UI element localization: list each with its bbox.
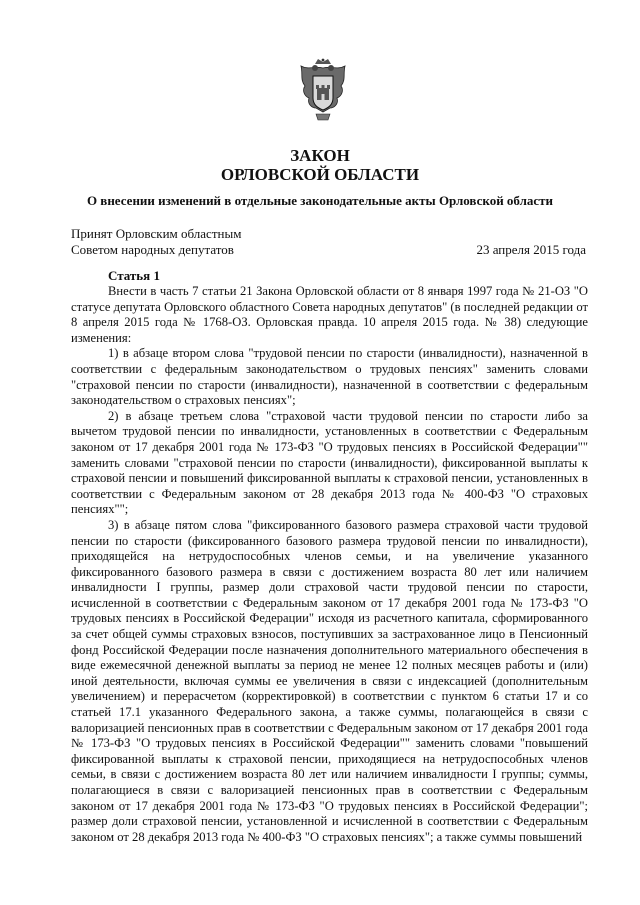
paragraph: 3) в абзаце пятом слова "фиксированного базового размера страховой части трудовой пенсии по старости (фиксированного базового размера трудовой пенсии по инвалидности), приходящейся на нетрудоспособных членов семьи, и на увеличение указанного фиксированного базового размера в связи с достижением возраста 80 лет или наличием инвалидности I группы, размер доли страховой части трудовой пенсии по старости, исчисленной в соответствии с Федеральным законом от 17 декабря 2001 года № 173-ФЗ "О трудовых пенсиях в Российской Федерации" исходя из расчетного капитала, сформированного за счет общей суммы страховых взносов, поступивших за застрахованное лицо в Пенсионный фонд Российской Федерации после назначения дополнительного материального обеспечения в виде ежемесячной денежной выплаты за период не менее 12 полных месяцев работы и (или) иной деятельности, включая суммы ее увеличения в связи с индексацией (дополнительным увеличением) и перерасчетом (корректировкой) в соответствии с пунктом 6 статьи 17 и со статьей 17.1 указанного Федерального закона, а также суммы, полагающейся в связи с валоризацией пенсионных прав в соответствии с Федеральным законом от 17 декабря 2001 года № 173-ФЗ "О трудовых пенсиях в Российской Федерации"" заменить словами "повышений фиксированной выплаты к страховой пенсии, приходящиеся на нетрудоспособных членов семьи, в связи с достижением возраста 80 лет или наличием инвалидности I группы; суммы, полагающиеся в связи с валоризацией пенсионных прав в соответствии с Федеральным законом от 17 декабря 2001 года № 173-ФЗ "О трудовых пенсиях в Российской Федерации"; размер доли страховой пенсии, установленной и исчисленной в соответствии с Федеральным законом от 28 декабря 2013 года № 400-ФЗ "О страховых пенсиях"; а также суммы повышений xyxy=(71,517,588,844)
law-subtitle: О внесении изменений в отдельные законодательные акты Орловской области xyxy=(86,193,554,208)
paragraph: 2) в абзаце третьем слова "страховой части трудовой пенсии по старости либо за вычетом трудовой пенсии по инвалидности, установленных в соответствии с Федеральным законом от 17 декабря 2001 года № 173-ФЗ "О трудовых пенсиях в Российской Федерации"" заменить словами "страховой пенсии по старости (инвалидности), фиксированной выплаты к страховой пенсии и повышений фиксированной выплаты к страховой пенсии, установленных в соответствии с Федеральным законом от 28 декабря 2013 года № 400-ФЗ "О страховых пенсиях""; xyxy=(71,408,588,517)
adoption-line-2: Советом народных депутатов xyxy=(71,242,234,257)
coat-of-arms-icon xyxy=(298,58,348,122)
adoption-block xyxy=(71,226,241,258)
article-body xyxy=(71,268,588,845)
region-title: ОРЛОВСКОЙ ОБЛАСТИ xyxy=(220,165,420,184)
adoption-line-1: Принят Орловским областным xyxy=(71,226,242,241)
article-title: Статья 1 xyxy=(108,268,160,283)
paragraph: Внести в часть 7 статьи 21 Закона Орловской области от 8 января 1997 года № 21-ОЗ "О статусе депутата Орловского областного Совета народных депутатов" (в последней редакции от 8 апреля 2015 года № 1768-ОЗ. Орловская правда. 10 апреля 2015 года. № 38) следующие изменения: xyxy=(71,284,588,345)
adoption-date: 23 апреля 2015 года xyxy=(476,242,586,257)
paragraph: 1) в абзаце втором слова "трудовой пенсии по старости (инвалидности), назначенной в соответствии с федеральным законодательством о трудовых пенсиях" заменить словами "страховой пенсии по старости (инвалидности), назначенной в соответствии с федеральным законодательством о страховых пенсиях"; xyxy=(71,346,588,408)
law-title: ЗАКОН xyxy=(290,146,350,165)
